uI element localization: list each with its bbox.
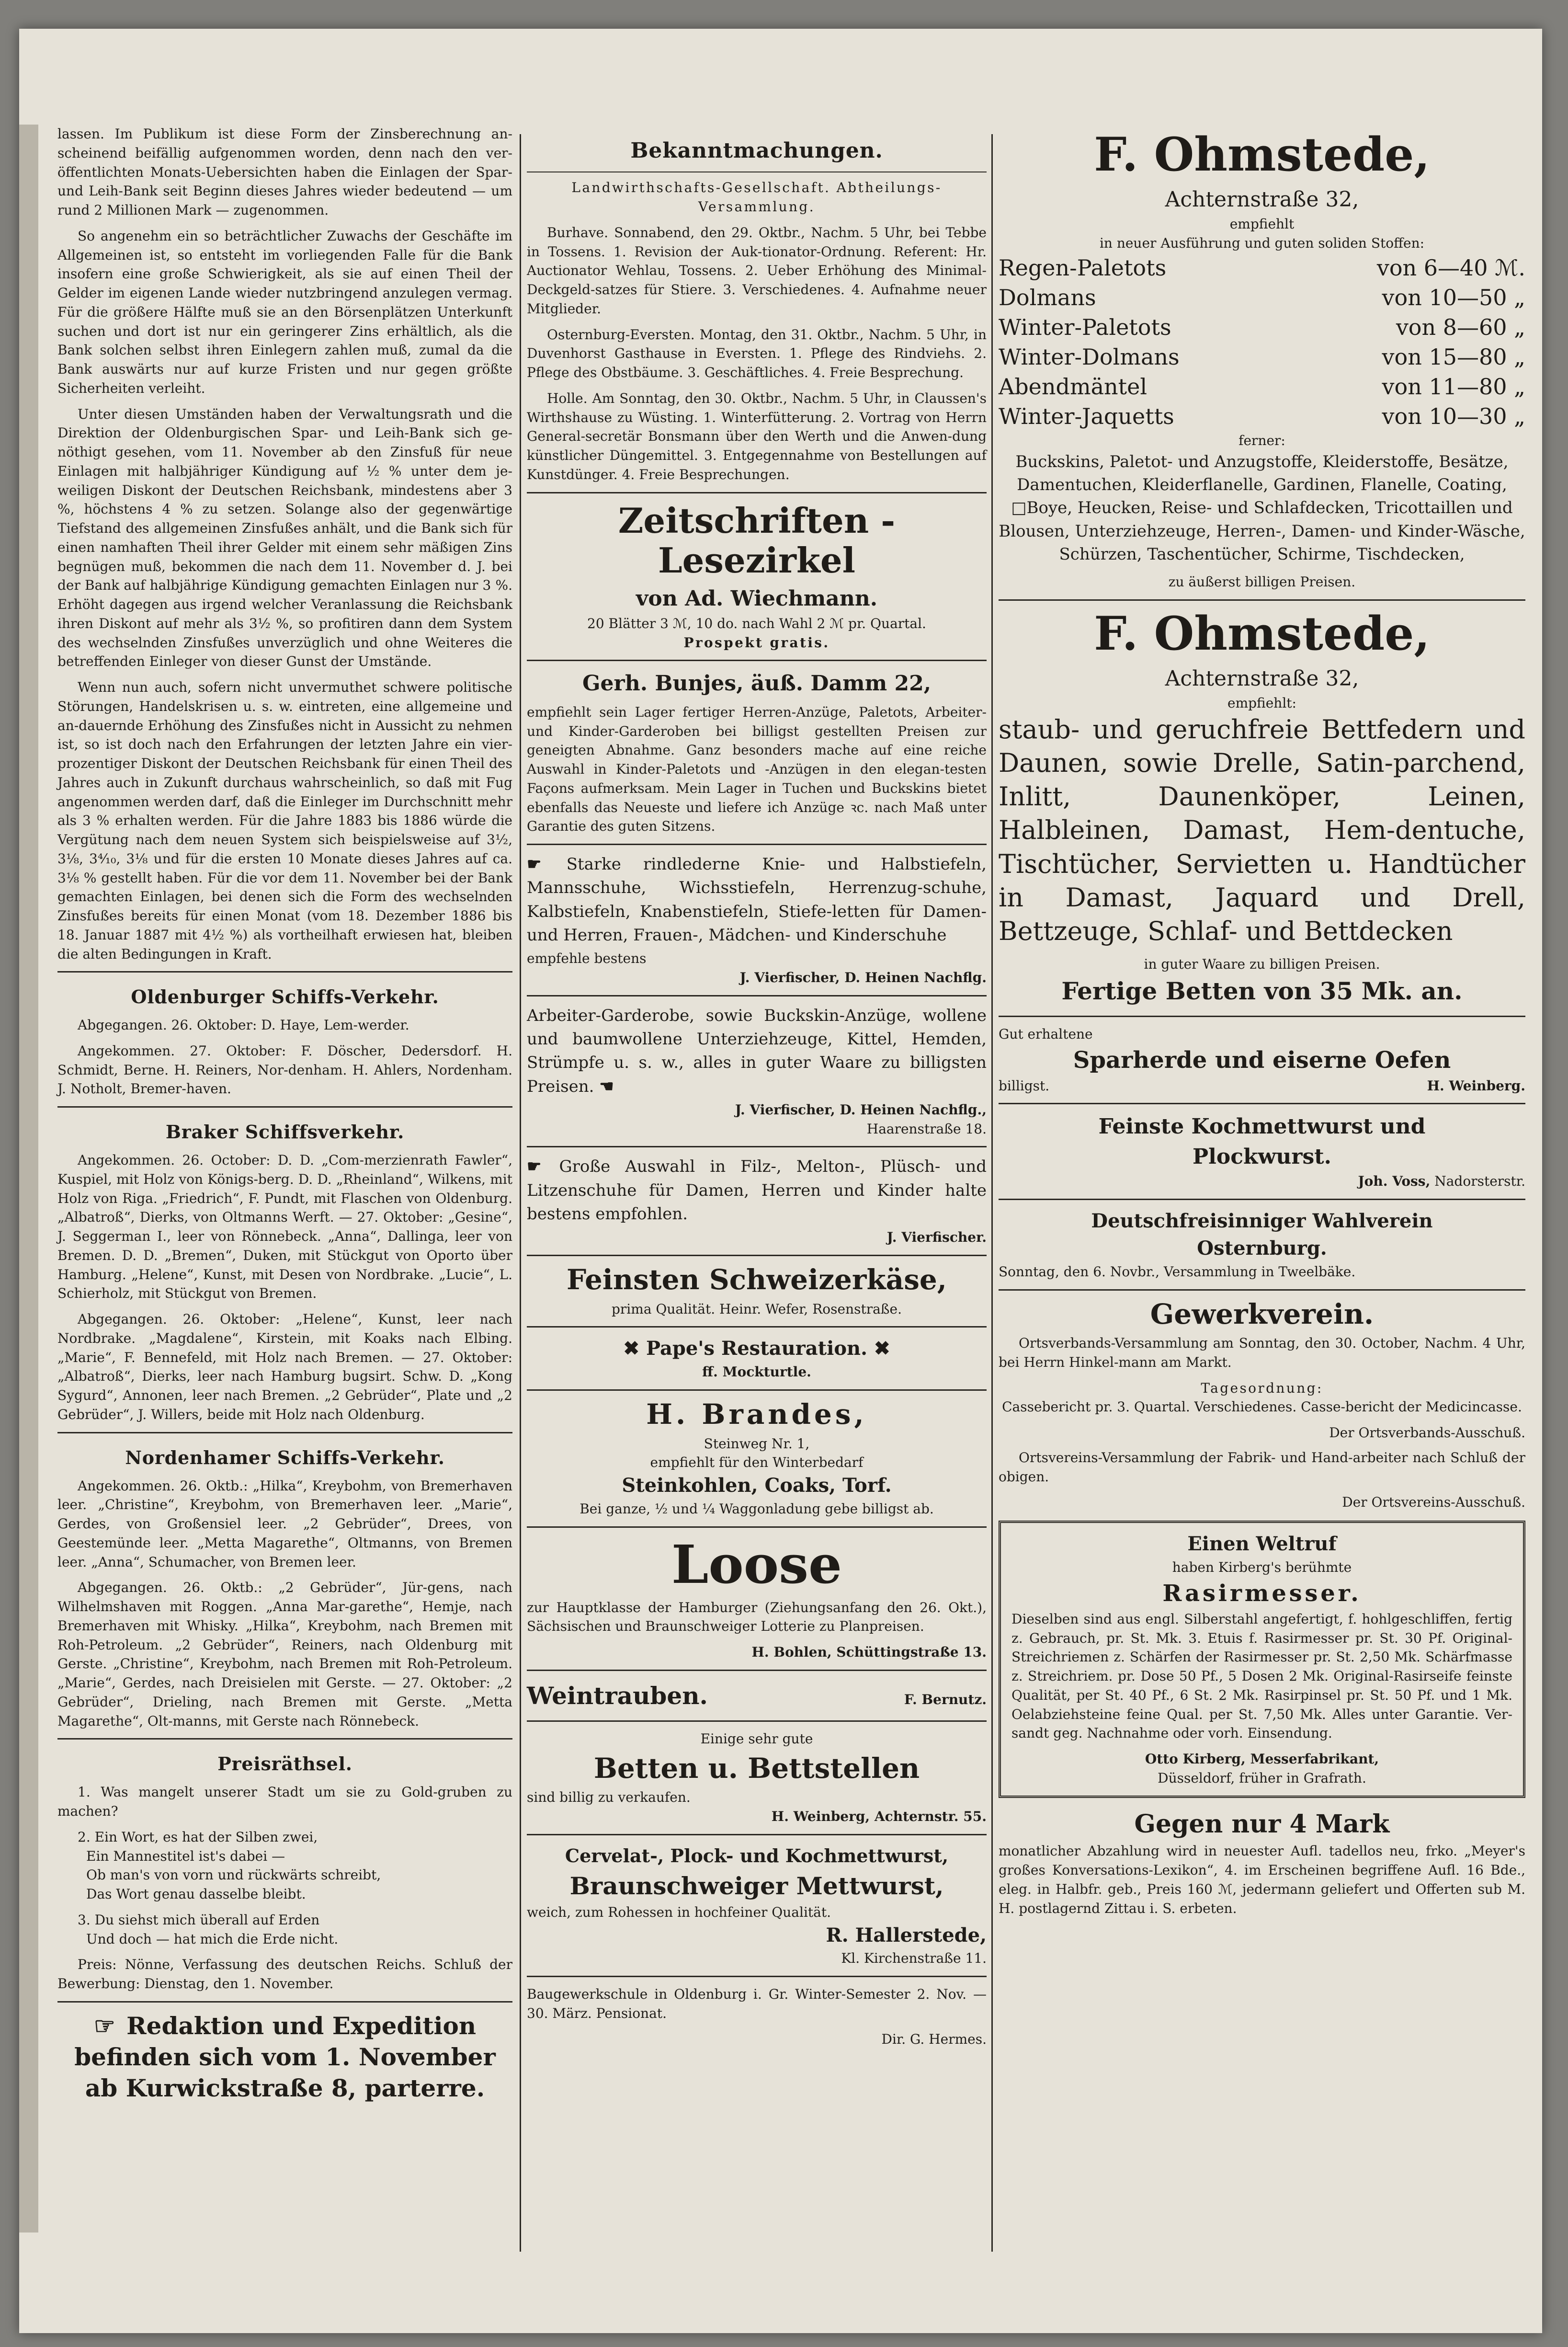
divider — [527, 1255, 987, 1256]
price-row: Winter-Dolmans von 15—80 „ — [999, 343, 1525, 370]
puzzle-question: 1. Was mangelt unserer Stadt um sie zu Gold-gruben zu machen? — [57, 1784, 512, 1820]
ad-vierfischer-slippers: ☛ Große Auswahl in Filz-, Melton-, Plüsch- und Litzenschuhe für Damen, Herren und Kinder halte bestens empfohlen. — [527, 1157, 987, 1224]
ad-lottery-text: zur Hauptklasse der Hamburger (Ziehungsanfang den 26. Okt.), Sächsischen und Braunschweiger Lotterie zu Planpreisen. — [527, 1599, 987, 1635]
society-heading: Landwirthschafts-Gesellschaft. Abtheilungs-Versammlung. — [571, 180, 942, 215]
pointing-hand-icon: ☚ — [599, 1076, 613, 1096]
announcement: Burhave. Sonnabend, den 29. Oktbr., Nachm. 5 Uhr, bei Tebbe in Tossens. 1. Revision der Auk-tionator-Ordnung. Referent: Hr. Auctionator Wehlau, Tossens. 2. Ueber Erhöhung des Minimal-Deckgeld-satzes für Stiere. 3. Verschiedenes. 4. Aufnahme neuer Mitglieder. — [527, 224, 987, 317]
column-news — [57, 125, 512, 2104]
ad-razor-title: Einen Weltruf — [1187, 1533, 1337, 1556]
ad-brandes-title: H. Brandes, — [646, 1398, 867, 1431]
ad-ohmstede2-address: Achternstraße 32, — [1165, 666, 1359, 691]
ad-ohmstede-goods: Buckskins, Paletot- und Anzugstoffe, Kleiderstoffe, Besätze, Damentuchen, Kleiderflanelle, Gardinen, Flanelle, Coating, □Boye, Heucken, Reise- und Schlafdecken, Tricottaillen und Blousen, Unterziehzeuge, Herren-, Damen- und Kinder-Wäsche, Schürzen, Taschentücher, Schirme, Tischdecken, — [999, 452, 1525, 564]
divider — [527, 492, 987, 493]
ad-razor-address: Düsseldorf, früher in Grafrath. — [1158, 1770, 1366, 1786]
section-title-nordenham-shipping: Nordenhamer Schiffs-Verkehr. — [125, 1446, 445, 1468]
ad-building-school: Baugewerkschule in Oldenburg i. Gr. Winter-Semester 2. Nov. — 30. März. Pensionat. — [527, 1986, 987, 2021]
shipping-entry: Abgegangen. 26. Oktober: D. Haye, Lem-werder. — [78, 1017, 409, 1033]
puzzle-line: Das Wort genau dasselbe bleibt. — [86, 1886, 306, 1902]
ad-ohmstede-price-note: zu äußerst billigen Preisen. — [1168, 574, 1356, 590]
article-paragraph: Unter diesen Umständen haben der Verwaltungsrath und die Direktion der Oldenburgischen Spar- und Leih-Bank sich ge-nöthigt gesehen, vom 11. November ab den Zinsfuß für neue Einlagen mit halbjähriger Kündigung auf ½ % unter dem je-weiligen Diskont der Deutschen Reichsbank, mindestens aber 3 %, höchstens 4 % zu setzen. Solange also der gegenwärtige Tiefstand des allgemeinen Zinsfußes anhält, und die Bank sich für einen namhaften Theil ihrer Gelder mit einem sehr mäßigen Zins begnügen muß, bekommen die nach dem 11. November d. J. bei der Bank auf halbjährige Kündigung gemachten Einlagen nur 3 %. Erhöht dagegen aus irgend welcher Veranlassung die Reichsbank ihren Diskont auf mehr als 3½ %, so profitiren dann dem System des wechselnden Zinsfußes unverzüglich und ohne Weiteres die betreffenden Einleger von dieser Gunst der Umstände. — [57, 406, 512, 670]
divider — [527, 1976, 987, 1977]
ad-grapes-title: Weintrauben. — [527, 1681, 708, 1710]
divider — [57, 971, 512, 973]
ad-ohmstede-title: F. Ohmstede, — [1094, 127, 1430, 182]
ad-mettwurst-title: Feinste Kochmettwurst und — [1098, 1114, 1426, 1139]
ad-lexicon-text: monatlicher Abzahlung wird in neuester Aufl. tadellos neu, frko. „Meyer's großes Konversations-Lexikon“, 4. im Erscheinen begriffene Aufl. 16 Bde., eleg. in Halbfr. geb., Preis 160 ℳ, jedermann geliefert und Offerten sub M. H. postlagernd Zittau i. S. erbeten. — [999, 1843, 1525, 1916]
ad-bunjes-title: Gerh. Bunjes, äuß. Damm 22, — [582, 671, 932, 696]
divider — [999, 1103, 1525, 1104]
ad-beds-title: Betten u. Bettstellen — [593, 1752, 920, 1785]
ad-grapes-signature: F. Bernutz. — [904, 1691, 987, 1707]
ad-vierfischer-signature: J. Vierfischer, D. Heinen Nachflg. — [739, 969, 987, 985]
ad-beds-signature: H. Weinberg, Achternstr. 55. — [771, 1809, 987, 1825]
adjacent-page-edge — [19, 125, 38, 2233]
newspaper-page — [19, 29, 1542, 2333]
divider — [527, 995, 987, 996]
ad-razor-signature: Otto Kirberg, Messerfabrikant, — [1145, 1751, 1379, 1767]
divider — [527, 660, 987, 661]
column-rule-2 — [991, 134, 993, 2252]
ad-ohmstede2-recommend: empfiehlt: — [1227, 695, 1296, 711]
ad-sausage-address: Kl. Kirchenstraße 11. — [841, 1950, 987, 1967]
ad-razor-box — [999, 1521, 1525, 1797]
ad-lottery-title: Loose — [671, 1533, 842, 1595]
price-row: Abendmäntel von 11—80 „ — [999, 373, 1525, 400]
section-title-brake-shipping: Braker Schiffsverkehr. — [165, 1121, 405, 1143]
price-row: Winter-Jaquetts von 10—30 „ — [999, 403, 1525, 430]
divider — [527, 1326, 987, 1328]
ad-ohmstede2-title: F. Ohmstede, — [1094, 606, 1430, 661]
ad-mettwurst-title-2: Plockwurst. — [1193, 1144, 1331, 1169]
ad-brandes-note: Bei ganze, ½ und ¼ Waggonladung gebe billigst ab. — [579, 1500, 934, 1517]
ad-union-text: Ortsverbands-Versammlung am Sonntag, den 30. October, Nachm. 4 Uhr, bei Herrn Hinkel-mann am Markt. — [999, 1335, 1525, 1370]
price-row: Winter-Paletots von 8—60 „ — [999, 314, 1525, 340]
divider — [999, 1199, 1525, 1200]
ad-razor-text: Dieselben sind aus engl. Silberstahl angefertigt, f. hohlgeschliffen, fertig z. Gebrauch, pr. St. Mk. 3. Etuis f. Rasirmesser pr. St. 30 Pf. Original-Streichriemen z. Schärfen der Rasirmesser pr. St. 2,50 Mk. Schärfmasse z. Streichriem. pr. Dose 50 Pf., 5 Dosen 2 Mk. Original-Rasirseife feinste Qualität, per St. 40 Pf., 6 St. 2 Mk. Rasirpinsel pr. St. 50 Pf. und 1 Mk. Oelabziehsteine feine Qual. per St. 7,50 Mk. Alles unter Garantie. Ver-sandt geg. Nachnahme oder vorh. Einsendung. — [1011, 1611, 1512, 1741]
shipping-entry: Abgegangen. 26. Oktb.: „2 Gebrüder“, Jür-gens, nach Wilhelmshaven mit Roggen. „Anna Mar-garethe“, Hemje, nach Bremerhaven mit Whisky. „Hilka“, Kreybohm, nach Bremen mit Roh-Petroleum. „2 Gebrüder“, Reiners, nach Oldenburg mit Gerste. „Christine“, Kreybohm, nach Bremen mit Roh-Petroleum. „Marie“, Gerdes, nach Dreisielen mit Gerste. — 27. Oktober: „2 Gebrüder“, Drieling, nach Bremen mit Gerste. „Metta Magarethe“, Olt-manns, mit Gerste nach Rönnebeck. — [57, 1580, 512, 1729]
pointing-hand-icon: ☛ — [527, 1157, 541, 1177]
ad-union-text-2: Ortsvereins-Versammlung der Fabrik- und Hand-arbeiter nach Schluß der obigen. — [999, 1449, 1525, 1485]
ad-lottery-signature: H. Bohlen, Schüttingstraße 13. — [751, 1644, 987, 1660]
announcement: Holle. Am Sonntag, den 30. Oktbr., Nachm. 5 Uhr, in Claussen's Wirthshause zu Wüsting. 1. Winterfütterung. 2. Vortrag von Herrn General-secretär Bonsmann über den Werth und die Anwen-dung künstlicher Düngemittel. 3. Entgegennahme von Bestellungen auf Kunstdünger. 4. Freie Besprechungen. — [527, 390, 987, 482]
ad-building-school-director: Dir. G. Hermes. — [881, 2031, 987, 2047]
section-title-puzzle: Preisräthsel. — [217, 1753, 352, 1775]
ad-union-agenda: Cassebericht pr. 3. Quartal. Verschiedenes. Casse-bericht der Medicincasse. — [1002, 1399, 1522, 1415]
divider — [57, 1738, 512, 1740]
puzzle-line: Und doch — hat mich die Erde nicht. — [86, 1931, 339, 1947]
ad-lexicon-title: Gegen nur 4 Mark — [1134, 1809, 1390, 1839]
ad-stoves-sub: billigst. — [999, 1077, 1050, 1094]
ad-pape-title: ✖ Pape's Restauration. ✖ — [623, 1337, 890, 1360]
ad-ohmstede2-quality: in guter Waare zu billigen Preisen. — [1144, 956, 1380, 973]
ad-voters-title: Deutschfreisinniger Wahlverein — [1091, 1210, 1433, 1233]
ad-grapes — [527, 1679, 987, 1713]
ad-mettwurst-signature: Joh. Voss, Nadorsterstr. — [1358, 1173, 1525, 1190]
ad-ohmstede2-beds: Fertige Betten von 35 Mk. an. — [1061, 976, 1463, 1005]
ad-sausage-title: Cervelat-, Plock- und Kochmettwurst, — [565, 1844, 949, 1866]
article-paragraph: Wenn nun auch, sofern nicht unvermuthet schwere politische Störungen, Handelskrisen u. s. w. eintreten, eine allgemeine und an-dauernde Erhöhung des Zinsfußes nicht in Aussicht zu nehmen ist, so ist doch nach den Erfahrungen der letzten Jahre ein vier-prozentiger Diskont der Deutschen Reichsbank für einen Theil des Jahres auch in Zukunft durchaus wahrscheinlich, so daß mit Fug angenommen werden darf, daß die Einleger im Durchschnitt mehr als 3 % erhalten werden. Für die Jahre 1883 bis 1886 würde die Vergütung nach dem neuen System sich beispielsweise auf 3½, 3⅛, 3⁴⁄₁₀, 3⅛ und für die ersten 10 Monate dieses Jahres auf ca. 3⅛ % gestellt haben. Für die vor dem 11. November bei der Bank gemachten Einlagen, bei denen sich die Form des wechselnden Zinsfußes bereits für einen Monat (vom 18. Dezember 1886 bis 18. Januar 1887 mit 4½ %) als vortheilhaft erwiesen hat, bleiben die alten Bedingungen in Kraft. — [57, 679, 512, 962]
shipping-entry: Angekommen. 27. Oktober: F. Döscher, Dedersdorf. H. Schmidt, Berne. H. Reiners, Nor-denham. H. Ahlers, Nordenham. J. Notholt, Bremer-haven. — [57, 1042, 512, 1097]
editorial-office-text: Redaktion und Expedition befinden sich vom 1. November ab Kurwickstraße 8, parterre. — [74, 2011, 496, 2102]
ad-cheese-title: Feinsten Schweizerkäse, — [567, 1263, 947, 1296]
divider — [999, 1016, 1525, 1017]
divider — [527, 1670, 987, 1671]
ad-voters-text: Sonntag, den 6. Novbr., Versammlung in Tweelbäke. — [999, 1263, 1356, 1280]
ad-ohmstede-ferner: ferner: — [1238, 433, 1285, 449]
divider — [999, 599, 1525, 601]
column-rule-1 — [520, 134, 521, 2252]
divider — [527, 1389, 987, 1391]
ad-bunjes-text: empfiehlt sein Lager fertiger Herren-Anzüge, Paletots, Arbeiter- und Kinder-Garderoben bei billigst gestellten Preisen zur geneigten Abnahme. Ganz besonders mache auf eine reiche Auswahl in Kinder-Paletots und -Anzügen in den elegan-testen Façons aufmerksam. Mein Lager in Tuchen und Buckskins bietet ebenfalls das Neueste und liefere ich Anzüge ꝛc. nach Maß unter Garantie des guten Sitzens. — [527, 704, 987, 835]
section-title-announcements: Bekanntmachungen. — [630, 138, 883, 163]
column-ads — [999, 125, 1525, 1924]
puzzle-line: 3. Du siehst mich überall auf Erden — [78, 1912, 320, 1928]
section-title-oldenburg-shipping: Oldenburger Schiffs-Verkehr. — [131, 986, 439, 1008]
article-paragraph: So angenehm ein so beträchtlicher Zuwachs der Geschäfte im Allgemeinen ist, so entsteht im vorliegenden Falle für die Bank insofern eine große Schwierigkeit, als sie auf einen Theil der Gelder im eigenen Lande wieder nutzbringend anzulegen vermag. Für die größere Hälfte muß sie an den Börsenplätzen Unterkunft suchen und dort ist nur ein geringerer Zins erhältlich, als die Bank solchen selbst ihren Einlegern zahlen muß, zumal da die Bank auswärts nur auf kurze Fristen und nur gegen größte Sicherheiten verleiht. — [57, 228, 512, 396]
ad-ohmstede2-goods: staub- und geruchfreie Bettfedern und Daunen, sowie Drelle, Satin-parchend, Inlitt, Daunenköper, Leinen, Halbleinen, Damast, Hem-dentuche, Tischtücher, Servietten u. Handtücher in Damast, Jaquard und Drell, Bettzeuge, Schlaf- und Bettdecken — [999, 714, 1525, 946]
ad-ohmstede-recommend: empfiehlt — [1229, 216, 1295, 232]
divider — [527, 1720, 987, 1722]
ad-vierfischer-garments: Arbeiter-Garderobe, sowie Buckskin-Anzüge, wollene und baumwollene Unterziehzeuge, Kittel, Hemden, Strümpfe u. s. w., alles in guter Waare zu billigsten Preisen. ☚ — [527, 1006, 987, 1096]
divider — [527, 844, 987, 845]
ad-reading-circle-price: 20 Blätter 3 ℳ, 10 do. nach Wahl 2 ℳ pr. Quartal. — [587, 615, 926, 631]
ad-stoves-footer — [999, 1076, 1525, 1096]
ad-stoves-signature: H. Weinberg. — [1427, 1077, 1525, 1094]
price-row: Dolmans von 10—50 „ — [999, 284, 1525, 310]
divider — [527, 1526, 987, 1528]
ad-ohmstede-intro: in neuer Ausführung und guten soliden Stoffen: — [1099, 235, 1425, 251]
ad-razor-pre: haben Kirberg's berühmte — [1172, 1559, 1352, 1575]
ad-brandes-recommend: empfiehlt für den Winterbedarf — [650, 1454, 864, 1471]
ad-pape-sub: ff. Mockturtle. — [702, 1364, 811, 1380]
ad-union-agenda-title: Tagesordnung: — [1201, 1380, 1323, 1396]
ad-ohmstede-address: Achternstraße 32, — [1165, 187, 1359, 212]
divider — [999, 1289, 1525, 1291]
ad-stoves-title: Sparherde und eiserne Oefen — [1073, 1046, 1451, 1074]
ad-vierfischer-address: Haarenstraße 18. — [866, 1121, 987, 1137]
divider — [57, 2001, 512, 2003]
ad-cheese-sub: prima Qualität. Heinr. Wefer, Rosenstraße. — [612, 1301, 902, 1317]
ad-reading-circle-prospectus: Prospekt gratis. — [683, 634, 830, 651]
announcement: Osternburg-Eversten. Montag, den 31. Oktbr., Nachm. 5 Uhr, in Duvenhorst Gasthause in Eversten. 1. Pflege des Rindviehs. 2. Pflege des Obstbäume. 3. Geschäftliches. 4. Freie Besprechung. — [527, 326, 987, 381]
ad-beds-pre: Einige sehr gute — [700, 1730, 813, 1747]
puzzle-line: Ob man's von vorn und rückwärts schreibt, — [86, 1867, 381, 1883]
ad-sausage-title-2: Braunschweiger Mettwurst, — [569, 1871, 944, 1900]
ad-razor-title-2: Rasirmesser. — [1162, 1580, 1362, 1607]
ad-reading-circle-owner: von Ad. Wiechmann. — [636, 586, 878, 611]
ad-union-signature: Der Ortsverbands-Ausschuß. — [1329, 1425, 1525, 1441]
ad-brandes-address: Steinweg Nr. 1, — [704, 1435, 810, 1452]
divider — [527, 1146, 987, 1147]
editorial-office-notice — [57, 2010, 512, 2104]
ad-stoves-pre: Gut erhaltene — [999, 1026, 1093, 1042]
puzzle-prize: Preis: Nönne, Verfassung des deutschen Reichs. Schluß der Bewerbung: Dienstag, den 1. November. — [57, 1957, 512, 1992]
ad-voters-sub: Osternburg. — [1197, 1236, 1327, 1259]
divider — [57, 1432, 512, 1433]
ad-brandes-goods: Steinkohlen, Coaks, Torf. — [622, 1474, 892, 1497]
article-intro: lassen. Im Publikum ist diese Form der Zinsberechnung an-scheinend beifällig aufgenommen worden, denn nach den ver-öffentlichten Monats-Uebersichten haben die Einlagen der Spar- und Leih-Bank seit Beginn dieses Jahres wieder bedeutend — um rund 2 Millionen Mark — zugenommen. — [57, 126, 512, 218]
ad-sausage-signature: R. Hallerstede, — [826, 1923, 987, 1946]
ad-union-signature-2: Der Ortsvereins-Ausschuß. — [1342, 1494, 1525, 1511]
ad-vierfischer-shoes: ☛ Starke rindlederne Knie- und Halbstiefeln, Mannsschuhe, Wichsstiefeln, Herrenzug-schuhe, Kalbstiefeln, Knabenstiefeln, Stiefe-letten für Damen- und Herren, Frauen-, Mädchen- und Kinderschuhe — [527, 855, 987, 945]
ad-beds-text: sind billig zu verkaufen. — [527, 1789, 691, 1806]
puzzle-line: Ein Mannestitel ist's dabei — — [86, 1848, 285, 1864]
pointing-hand-icon: ☞ — [93, 2011, 114, 2040]
ad-union-title: Gewerkverein. — [1150, 1297, 1374, 1330]
ad-vierfischer-signature: J. Vierfischer. — [886, 1229, 987, 1246]
shipping-entry: Abgegangen. 26. Oktober: „Helene“, Kunst, leer nach Nordbrake. „Magdalene“, Kirstein, mit Koaks nach Elbing. „Marie“, F. Bennefeld, mit Holz nach Bremen. — 27. Oktober: „Albatroß“, Dierks, leer nach Hamburg bugsirt. Schw. D. „Kong Sygurd“, Annonen, leer nach Bremen. „2 Gebrüder“, Plate und „2 Gebrüder“, J. Willers, beide mit Holz nach Oldenburg. — [57, 1311, 512, 1422]
price-row: Regen-Paletots von 6—40 ℳ. — [999, 254, 1525, 281]
puzzle-line: 2. Ein Wort, es hat der Silben zwei, — [78, 1829, 318, 1845]
price-list — [999, 253, 1525, 432]
column-announcements — [527, 125, 987, 2049]
ad-vierfischer-signature: J. Vierfischer, D. Heinen Nachflg., — [735, 1101, 987, 1118]
shipping-entry: Angekommen. 26. October: D. D. „Com-merzienrath Fawler“, Kuspiel, mit Holz von Königs-berg. D. D. „Rheinland“, Wilkens, mit Holz von Riga. „Friedrich“, F. Pundt, mit Flaschen von Oldenburg. „Albatroß“, Dierks, von Oltmanns Werft. — 27. Oktober: „Gesine“, J. Seggerman I., leer von Rönnebeck. „Anna“, Dallinga, leer von Bremen. D. D. „Bremen“, Duken, mit Stückgut von Oporto über Hamburg. „Helene“, Kunst, mit Desen von Nordbrake. „Lucie“, L. Schierholz, mit Stückgut von Bremen. — [57, 1152, 512, 1302]
shipping-entry: Angekommen. 26. Oktb.: „Hilka“, Kreybohm, von Bremerhaven leer. „Christine“, Kreybohm, von Bremerhaven leer. „Marie“, Gerdes, von Großensiel leer. „2 Gebrüder“, Drees, von Geestemünde leer. „Metta Magarethe“, Oltmanns, von Bremen leer. „Anna“, Schumacher, von Bremen leer. — [57, 1477, 512, 1570]
ad-reading-circle-title: Zeitschriften - Lesezirkel — [618, 500, 896, 581]
divider — [527, 1834, 987, 1835]
ad-sausage-text: weich, zum Rohessen in hochfeiner Qualität. — [527, 1904, 831, 1920]
pointing-hand-icon: ☛ — [527, 855, 541, 874]
ad-vierfischer-recommend: empfehle bestens — [527, 950, 647, 967]
divider — [57, 1106, 512, 1108]
